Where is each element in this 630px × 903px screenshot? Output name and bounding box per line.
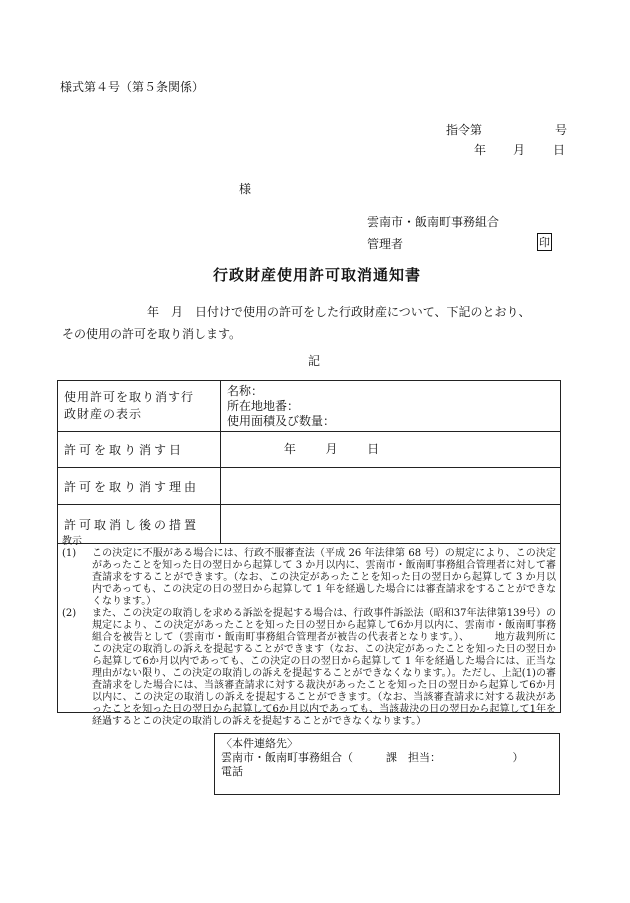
cancel-date-day: 日 — [367, 442, 380, 456]
body-line-2: その使用の許可を取り消します。 — [62, 327, 242, 341]
property-value-cell — [221, 381, 561, 432]
table-row — [58, 468, 561, 505]
instruction-text: また、この決定の取消しを求める訴訟を提起する場合は、行政事件訴訟法（昭和37年法律第139号）の規定により、この決定があったことを知った日の翌日から起算して6か月以内に、雲南市・飯南町事務組合を被告として（雲南市・飯南町事務組合管理者が被告の代表者となります。）、 地方裁判所にこの決定の取消しの訴えを提起することができます（なお、この決定があったことを知った日の翌日から起算して6か月以内であっても、この決定の日の翌日から起算して 1 年を経過した場合には、正当な理由がない限り、この決定の取消しの訴えを提起することができなくなります。）。ただし、上記(1)の審査請求をした場合には、当該審査請求に対する裁決があったことを知った日の翌日から起算して6か月以内に、この決定の取消しの訴えを提起することができます。（なお、当該審査請求に対する裁決があったことを知った日の翌日から起算して6か月以内であっても、当該裁決の日の翌日から起算して1年を経過するとこの決定の取消しの訴えを提起することができなくなります。） — [92, 608, 556, 727]
property-label: 使用許可を取り消す行政財産の表示 — [64, 390, 195, 421]
contact-organization-line: 雲南市・飯南町事務組合（ 課 担当： ） — [221, 751, 524, 764]
body-line-1: 年 月 日付けで使用の許可をした行政財産について、下記のとおり、 — [147, 305, 531, 319]
property-area-label: 使用面積及び数量： — [227, 413, 336, 428]
issue-date-month: 月 — [513, 143, 526, 157]
cancel-reason-value-cell — [221, 468, 561, 505]
order-number-suffix: 号 — [555, 123, 568, 137]
contact-phone-label: 電話 — [221, 765, 243, 778]
issue-date-year: 年 — [474, 143, 487, 157]
form-label: 様式第４号（第５条関係） — [60, 80, 205, 94]
instruction-text: この決定に不服がある場合には、行政不服審査法（平成 26 年法律第 68 号）の規定により、この決定があったことを知った日の翌日から起算して 3 か月以内に、雲南市・飯南町事務組合管理者に対して審査請求をすることができます。（なお、この決定があったことを知った日の翌日から起算して 3 か月以内であっても、この決定の日の翌日から起算して 1 年を経過した場合には審査請求をすることができなくなります。） — [92, 548, 556, 607]
table-row — [58, 381, 561, 432]
contact-heading: 〈本件連絡先〉 — [221, 737, 298, 750]
instruction-item — [62, 548, 556, 608]
cancel-date-value-cell — [221, 432, 561, 468]
cancel-reason-label-cell — [58, 468, 221, 505]
cancel-date-label-cell — [58, 432, 221, 468]
contact-box — [214, 733, 560, 795]
cancel-date-year: 年 — [283, 442, 296, 456]
cancel-date-label: 許可を取り消す日 — [64, 443, 185, 457]
property-name-label: 名称： — [227, 383, 264, 398]
ki-heading: 記 — [308, 354, 321, 368]
cancel-date-month: 月 — [325, 442, 338, 456]
instructions-heading: 教示 — [62, 536, 82, 547]
instruction-number: (1) — [62, 548, 77, 559]
instructions-box — [57, 535, 561, 727]
issue-date-day: 日 — [553, 143, 566, 157]
property-location-label: 所在地地番： — [227, 398, 300, 413]
document-title: 行政財産使用許可取消通知書 — [213, 266, 422, 284]
table-row — [58, 432, 561, 468]
issuer-organization: 雲南市・飯南町事務組合 — [367, 215, 500, 229]
post-cancel-measures-label: 許可取消し後の措置 — [64, 517, 200, 532]
property-label-cell — [58, 381, 221, 432]
cancel-reason-label: 許可を取り消す理由 — [64, 479, 200, 494]
addressee-suffix: 様 — [239, 182, 252, 196]
instruction-number: (2) — [62, 608, 77, 619]
order-number-prefix: 指令第 — [446, 123, 483, 137]
seal-mark: 印 — [537, 233, 552, 251]
permit-cancel-table — [57, 380, 561, 544]
issuer-title: 管理者 — [367, 237, 404, 251]
instruction-item — [62, 608, 556, 728]
